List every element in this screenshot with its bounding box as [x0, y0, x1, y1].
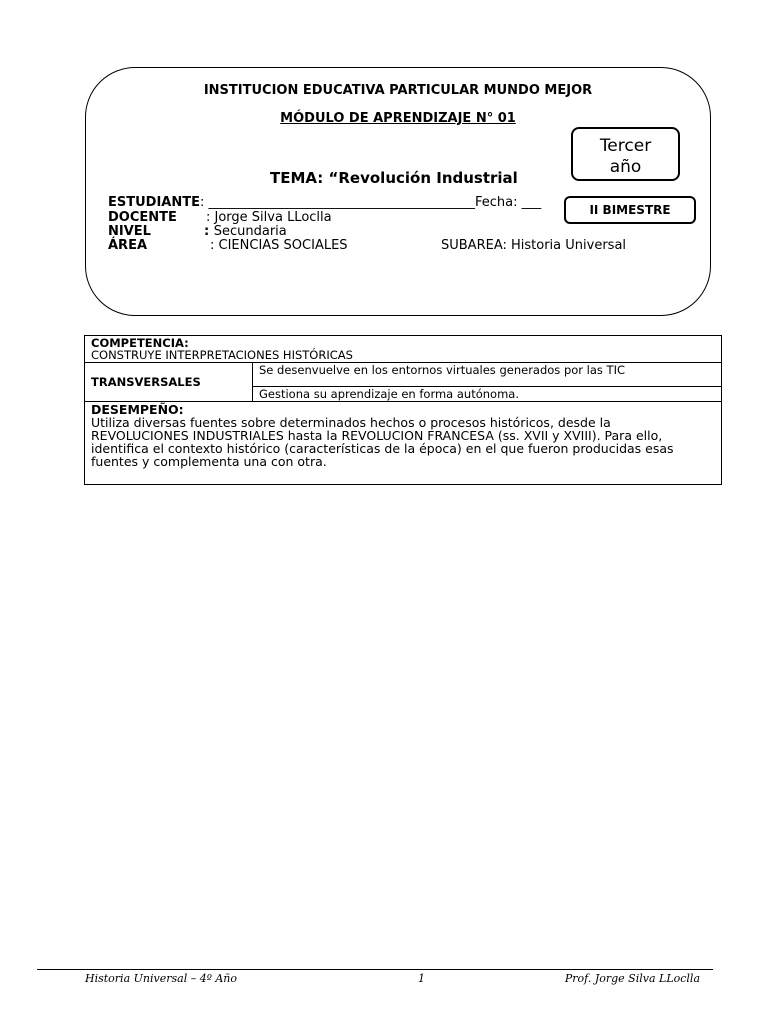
transversal-row-1 [85, 363, 722, 387]
estudiante-row [108, 196, 541, 210]
grade-line-2: año [609, 157, 642, 177]
desempeno-label: DESEMPEÑO: [91, 402, 184, 417]
desempeno-line-4: fuentes y complementa una con otra. [91, 454, 327, 469]
institution-name: INSTITUCION EDUCATIVA PARTICULAR MUNDO MEJOR [203, 83, 593, 98]
area-value: : CIENCIAS SOCIALES [210, 238, 348, 253]
desempeno-row [85, 402, 722, 485]
nivel-label: NIVEL [108, 224, 151, 239]
competencia-row [85, 336, 722, 363]
grade-badge [571, 127, 680, 181]
footer-divider [37, 969, 713, 970]
desempeno-line-2: REVOLUCIONES INDUSTRIALES hasta la REVOLUCION FRANCESA (ss. XVII y XVIII). Para ello, [91, 428, 663, 443]
area-row [108, 239, 348, 253]
fecha-field[interactable]: Fecha: ___ [475, 195, 542, 210]
nivel-row [108, 225, 287, 239]
header-frame [85, 67, 711, 316]
competencia-cell [85, 336, 722, 363]
competencia-label: COMPETENCIA: [91, 336, 189, 350]
transversales-label: TRANSVERSALES [85, 363, 253, 402]
docente-value: : Jorge Silva LLoclla [206, 210, 332, 225]
docente-row [108, 211, 332, 225]
estudiante-label: ESTUDIANTE [108, 195, 200, 210]
footer-page-number: 1 [418, 972, 425, 985]
docente-label: DOCENTE [108, 210, 177, 225]
module-title: MÓDULO DE APRENDIZAJE N° 01 [280, 111, 516, 126]
footer-author: Prof. Jorge Silva LLoclla [564, 972, 700, 985]
area-label: ÁREA [108, 238, 148, 253]
desempeno-line-3: identifica el contexto histórico (características de la época) en el que fueron producidas esas [91, 441, 674, 456]
nivel-colon: : [204, 224, 214, 239]
transversal-2: Gestiona su aprendizaje en forma autónoma. [253, 386, 722, 401]
tema-title: TEMA: “Revolución Industrial [270, 169, 518, 187]
transversal-1: Se desenvuelve en los entornos virtuales generados por las TIC [253, 363, 722, 387]
nivel-value: Secundaria [213, 224, 287, 239]
subarea-text: SUBAREA: Historia Universal [441, 238, 627, 253]
footer-course: Historia Universal – 4º Año [85, 972, 238, 985]
estudiante-field[interactable]: : _________________________________________ [199, 195, 475, 210]
desempeno-cell [85, 402, 722, 485]
competency-table [84, 335, 722, 485]
bimestre-badge: II BIMESTRE [564, 196, 696, 224]
competencia-value: CONSTRUYE INTERPRETACIONES HISTÓRICAS [91, 348, 353, 362]
desempeno-line-1: Utiliza diversas fuentes sobre determinados hechos o procesos históricos, desde la [91, 415, 611, 430]
grade-line-1: Tercer [599, 136, 652, 156]
